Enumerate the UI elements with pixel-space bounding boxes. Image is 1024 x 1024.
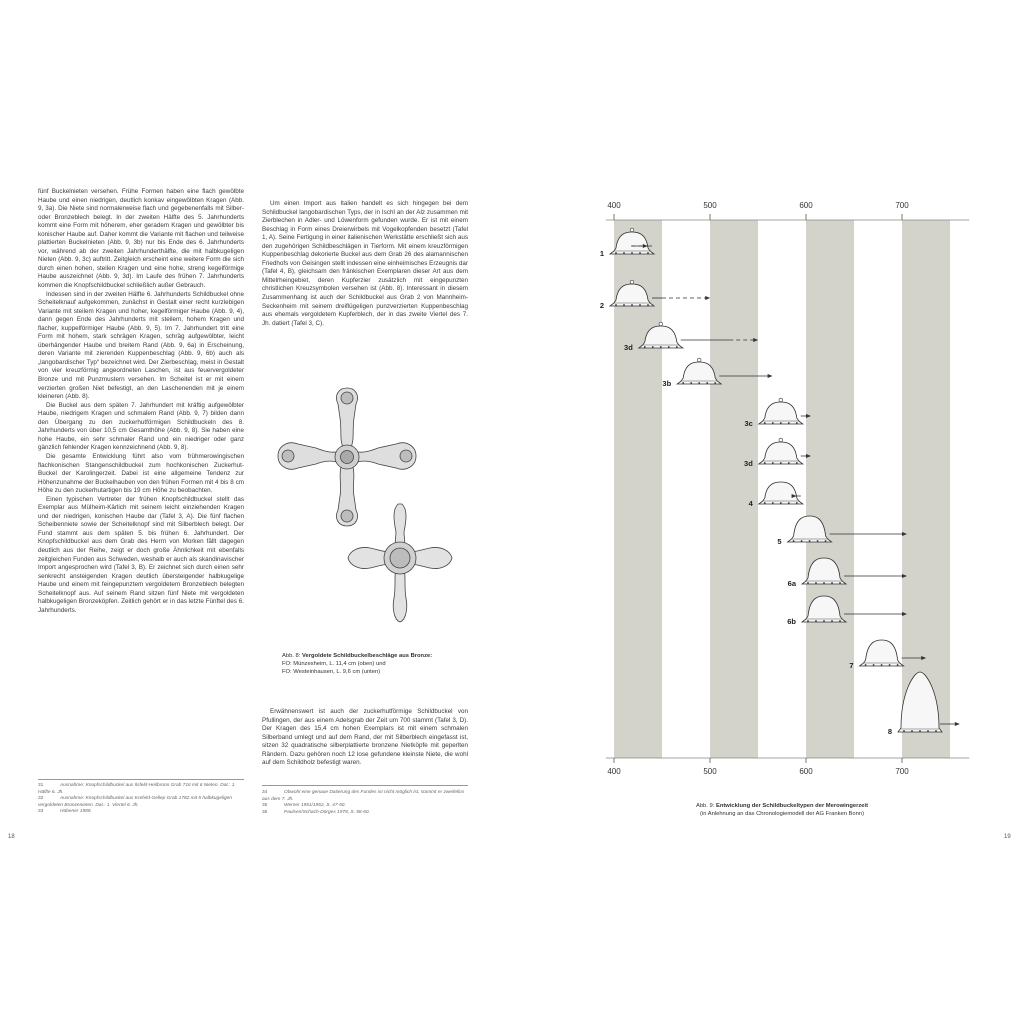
shield-boss-rivet — [764, 502, 766, 504]
shield-boss-rivet — [698, 382, 700, 384]
shield-boss-rivet — [823, 582, 825, 584]
type-label-5: 5 — [777, 537, 782, 546]
type-label-7: 7 — [849, 661, 854, 670]
arrow-head — [955, 722, 960, 726]
type-label-6a: 6a — [787, 579, 796, 588]
paragraph: Einen typischen Vertreter der frühen Knopfschildbuckel stellt das Exemplar aus Mülheim-Kärlich mit seinem leicht einziehenden Kragen und der niedrigen, konischen Haube dar (Tafel 3, A). Die fünf flachen Scheibenniete sowie der Scheitelknopf sind mit Silberblech belegt. Der Fund stammt aus dem späten 5. bis frühen 6. Jahrhundert. Der Knopfschildbuckel aus dem Grab des Herrn von Morken fällt dagegen deutlich aus der Reihe, zeigt er doch große Ähnlichkeit mit ebenfalls zeitgleichen Funden aus Schweden, weshalb er auch als skandinavischer Import angesprochen wird (Tafel 3, B). Er zeichnet sich durch einen sehr senkrecht ansteigenden Kragen deutlich übersteigender halbkugelige Haube und einem mit feingepunztem vergoldetem Bronzeblech belegten Scheitelknopf aus. Auf seinem Rand sitzen fünf Niete mit vergoldeten halbkugeligen Bronzeköpfen. Zeitlich gehört er in das letzte Fünftel des 6. Jahrhunderts. — [38, 495, 244, 614]
type-label-8: 8 — [887, 727, 892, 736]
axis-tick-label-top: 400 — [607, 201, 621, 210]
paragraph: Die Buckel aus dem späten 7. Jahrhundert mit kräftig aufgewölbter Haube, niedrigem Kragen und schmalem Rand (Abb. 9, 7) bilden dann den Übergang zu den zuckerhutförmigen Schildbuckeln des 8. Jahrhunderts von über 10,5 cm Gesamthöhe (Abb. 9, 8). Sie haben eine hohe Haube, ein sehr schmaler Rand und ein niedriger oder ganz gänzlich fehlender Kragen kennzeichnend (Abb. 9, 8). — [38, 401, 244, 452]
type-label-6b: 6b — [787, 617, 796, 626]
shield-boss-rivet — [644, 346, 646, 348]
type-label-3d: 3d — [624, 343, 633, 352]
footnote: 32 Ausnahme: Knopfschildbuckel aus Krefeld-Gellep Grab 1782 mit 5 halbkugeligen vergoldeten Bronzenieten. Dat.: 1. Viertel 6. Jh. — [38, 796, 232, 808]
footnotes-col2 — [262, 790, 468, 816]
shield-boss-rivet — [772, 462, 774, 464]
shield-boss-type-3c — [759, 398, 803, 424]
shield-boss-rivet — [788, 462, 790, 464]
shield-boss-rivet — [911, 730, 913, 732]
shield-boss-rivet — [788, 502, 790, 504]
shield-boss-rivet — [809, 540, 811, 542]
shield-boss-knob — [630, 228, 634, 232]
shield-boss-outline — [860, 640, 904, 666]
shield-boss-rivet — [639, 252, 641, 254]
type-label-3b: 3b — [662, 379, 672, 388]
shield-boss-rivet — [631, 304, 633, 306]
axis-tick-label-top: 500 — [703, 201, 717, 210]
axis-tick-label-bottom: 400 — [607, 767, 621, 776]
figure-9-caption — [652, 802, 912, 818]
shield-boss-rivet — [623, 304, 625, 306]
shield-boss-rivet — [764, 422, 766, 424]
cross-mount-bottom — [348, 504, 452, 622]
left-column-2-top — [262, 200, 468, 372]
axis-tick-label-top: 600 — [799, 201, 813, 210]
shield-boss-knob — [697, 358, 701, 362]
left-column-2-bottom — [262, 708, 468, 786]
shield-boss-rivet — [647, 252, 649, 254]
arrow-head — [705, 296, 710, 300]
footnote: 34 Obwohl eine genaue Datierung des Fundes ist nicht möglich ist, stammt er zweifellos aus dem 7. Jh. — [262, 790, 465, 802]
shield-boss-rivet — [623, 252, 625, 254]
shield-boss-rivet — [682, 382, 684, 384]
shield-boss-rivet — [881, 664, 883, 666]
shield-boss-rivet — [831, 582, 833, 584]
shield-boss-rivet — [647, 304, 649, 306]
shield-boss-rivet — [652, 346, 654, 348]
shield-boss-rivet — [807, 582, 809, 584]
shield-boss-rivet — [796, 422, 798, 424]
shield-boss-rivet — [780, 502, 782, 504]
shield-boss-rivet — [817, 540, 819, 542]
shield-boss-rivet — [815, 620, 817, 622]
shield-boss-outline — [759, 482, 803, 504]
shield-boss-rivet — [660, 346, 662, 348]
paragraph: Indessen sind in der zweiten Hälfte 6. Jahrhunderts Schildbuckel ohne Scheitelknauf aufgekommen, zunächst in Gestalt einer recht kurzlebigen Variante mit steilem Kragen und hoher, kegelförmiger Haube (Abb. 9, 4), dann gegen Ende des Jahrhunderts mit steilem, hohem Kragen und flacher, kuppelförmiger Haube (Abb. 9, 5). Im 7. Jahrhundert tritt eine Form mit hohem, stark schrägen Kragen, schräg aufgewölbter, leicht überhängender Haube und breitem Rand (Abb. 9, 6a) in Erscheinung, deren Variante mit zierenden Kuppenbeschlag (Abb. 9, 6b) auch als „langobardischer Typ“ bezeichnet wird. Der Zierbeschlag, meist in Gestalt von vier kreuzförmig angeordneten Laschen, ist aus feuervergoldeter Bronze und mit Punzmustern versehen. Im Scheitel ist er mit einem verzierten großen Niet befestigt, an den Laschenenden mit je einem kleineren (Abb. 8). — [38, 290, 244, 401]
shield-boss-rivet — [780, 422, 782, 424]
footnote: 36 Paulsen/Schach-Dörges 1978, S. 58-60. — [262, 809, 370, 815]
shield-boss-knob — [630, 280, 634, 284]
footnote: 31 Ausnahme: Knopfschildbuckel aus Ilsfeld-Heilbronn Grab 716 mit 6 Nieten. Dat.: 1. Hälfte 6. Jh. — [38, 783, 236, 795]
shield-boss-rivet — [903, 730, 905, 732]
axis-tick-label-bottom: 500 — [703, 767, 717, 776]
paragraph: Um einen Import aus Italien handelt es sich hingegen bei dem Schildbuckel langobardischen Typs, der in Ischl an der Alz zusammen mit Zierblechen in Adler- und Löwenform gefunden wurde. Er ist mit einem Beschlag in Form eines Dreierwirbels mit Vogelkopfenden besetzt (Tafel 1, A). Seine Fertigung in einer italienischen Werkstätte erschließt sich aus den zugehörigen Schildbeschlägen in Tierform. Mit einem kreuzförmigen Kuppenbeschlag dekorierte Buckel aus dem Grab 26 des alamannischen Friedhofs von Geisingen stellt indessen eine einheimisches Erzeugnis dar (Tafel 4, B), gleichsam den fränkischen Exemplaren dieser Art aus dem Mittelrheingebiet, deren Kupferzier zusätzlich mit eingepunzten christlichen Kreuzsymbolen versehen ist (Abb. 8). Interessant in diesem Zusammenhang ist auch der Schildbuckel aus Grab 2 von Mannheim-Seckenheim mit seinem dreiflügeligen punzverzierten Kuppenbeschlag aus ehemals vergoldetem Kupferblech, der in das zweite Viertel des 7. Jh. datiert (Tafel 3, C). — [262, 200, 468, 327]
chronology-chart — [540, 196, 1000, 786]
shield-boss-rivet — [788, 422, 790, 424]
shield-boss-outline — [759, 442, 803, 464]
shield-boss-rivet — [796, 462, 798, 464]
shield-boss-rivet — [772, 422, 774, 424]
shield-boss-rivet — [615, 252, 617, 254]
figure-8-caption — [282, 652, 462, 676]
shield-boss-rivet — [631, 252, 633, 254]
arrow-head — [768, 374, 773, 378]
shield-boss-rivet — [639, 304, 641, 306]
axis-tick-label-top: 700 — [895, 201, 909, 210]
shield-boss-type-4 — [759, 482, 803, 504]
footnotes-col1 — [38, 783, 244, 816]
shield-boss-rivet — [919, 730, 921, 732]
period-band — [710, 220, 758, 758]
caption-title: Vergoldete Schildbuckelbeschläge aus Bronze: — [302, 653, 433, 659]
shield-boss-rivet — [796, 502, 798, 504]
shield-boss-type-3d — [759, 438, 803, 464]
axis-tick-label-bottom: 600 — [799, 767, 813, 776]
page-number-right: 19 — [1004, 834, 1011, 840]
shield-boss-rivet — [807, 620, 809, 622]
shield-boss-rivet — [839, 582, 841, 584]
shield-boss-rivet — [764, 462, 766, 464]
caption-title: Entwicklung der Schildbuckeltypen der Merowingerzeit — [715, 803, 869, 809]
shield-boss-rivet — [873, 664, 875, 666]
shield-boss-rivet — [839, 620, 841, 622]
shield-boss-knob — [659, 322, 663, 326]
shield-boss-rivet — [668, 346, 670, 348]
shield-boss-rivet — [823, 620, 825, 622]
shield-boss-rivet — [815, 582, 817, 584]
footnote-rule — [38, 779, 244, 780]
shield-boss-knob — [779, 438, 783, 442]
footnote-rule — [262, 785, 468, 786]
type-label-4: 4 — [748, 499, 753, 508]
period-band — [806, 220, 854, 758]
shield-boss-rivet — [865, 664, 867, 666]
type-label-1: 1 — [599, 249, 604, 258]
paragraph: fünf Buckelnieten versehen. Frühe Formen haben eine flach gewölbte Haube und einen niedrigen, deutlich konkav eingewölbten Kragen (Abb. 9, 3a). Die Niete sind normalerweise flach und gegebenenfalls mit Silber- oder Bronzeblech belegt. In der zweiten Hälfte des 5. Jahrhunderts kommt eine Form mit höherem, eher geradem Kragen und gewölbter bis konischer Haube auf. Daher kommt die Variante mit flachen und teilweise plattierten Buckelnieten (Abb. 9, 3b) nur bis Ende des 6. Jahrhunderts vor, während ab der zweiten Jahrhunderthälfte, die mit halbkugeligen Nieten (Abb. 9, 3c) auftritt. Zeitgleich erscheint eine weitere Form die sich durch einen hohen, steilen Kragen und eine hohe, streng kegelförmige Haube auszeichnet (Abb. 9, 3d). Im Laufe des frühen 7. Jahrhunderts kommen die Knopfschildbuckel schließlich außer Gebrauch. — [38, 188, 244, 290]
left-column-1 — [38, 188, 244, 746]
shield-boss-rivet — [615, 304, 617, 306]
shield-boss-rivet — [690, 382, 692, 384]
shield-boss-rivet — [935, 730, 937, 732]
axis-tick-label-bottom: 700 — [895, 767, 909, 776]
shield-boss-type-7 — [860, 640, 904, 666]
shield-boss-rivet — [676, 346, 678, 348]
paragraph: Erwähnenswert ist auch der zuckerhutförmige Schildbuckel von Pfullingen, der aus einem Adelsgrab der Zeit um 700 stammt (Tafel 3, D). Der Kragen des 15,4 cm hohen Exemplars ist mit einem schmalen Silberband umlegt und auf dem Rand, der mit Silberblech eingefasst ist, sitzen 32 quadratische silberplattierte bronzene Nietköpfe mit geperlten Rändern. Dazu gehören noch 12 lose gefundene kleinste Niete, die wohl auf dem Schildholz befestigt waren. — [262, 708, 468, 767]
shield-boss-rivet — [714, 382, 716, 384]
caption-subtitle: (in Anlehnung an das Chronologiemodell der AG Franken Bonn) — [699, 811, 865, 817]
type-label-3d: 3d — [744, 459, 753, 468]
figure-8-cross-mounts — [268, 378, 478, 653]
shield-boss-rivet — [897, 664, 899, 666]
caption-line: FO: Westeinhausen, L. 9,6 cm (unten) — [282, 669, 381, 675]
footnote: 35 Werner 1951/1952, S. 47-50. — [262, 803, 346, 809]
footnote: 33 Hübener 1989. — [38, 809, 92, 815]
shield-boss-rivet — [793, 540, 795, 542]
shield-boss-rivet — [831, 620, 833, 622]
shield-boss-outline — [759, 402, 803, 424]
caption-label: Abb. 8: — [282, 653, 301, 659]
shield-boss-knob — [779, 398, 783, 402]
cross-mount-top — [278, 388, 416, 526]
type-label-3c: 3c — [744, 419, 753, 428]
shield-boss-rivet — [706, 382, 708, 384]
shield-boss-rivet — [772, 502, 774, 504]
shield-boss-rivet — [825, 540, 827, 542]
caption-label: Abb. 9: — [695, 803, 715, 809]
type-label-2: 2 — [599, 301, 604, 310]
paragraph: Die gesamte Entwicklung führt also vom frühmerowingischen flachkonischen Stangenschildbuckel zum hochkonischen Zuckerhut-Buckel der Karolingerzeit. Dabei ist eine allgemeine Tendenz zur Höhenzunahme der Buckelhauben von den frühen Formen mit 4 bis 8 cm Höhe zu den zuckerhutartigen bis 19 cm Höhe zu beobachten. — [38, 452, 244, 495]
shield-boss-rivet — [889, 664, 891, 666]
shield-boss-rivet — [780, 462, 782, 464]
shield-boss-rivet — [801, 540, 803, 542]
shield-boss-rivet — [927, 730, 929, 732]
caption-line: FO: Münzesheim, L. 11,4 cm (oben) und — [282, 661, 386, 667]
page-number-left: 18 — [8, 834, 15, 840]
